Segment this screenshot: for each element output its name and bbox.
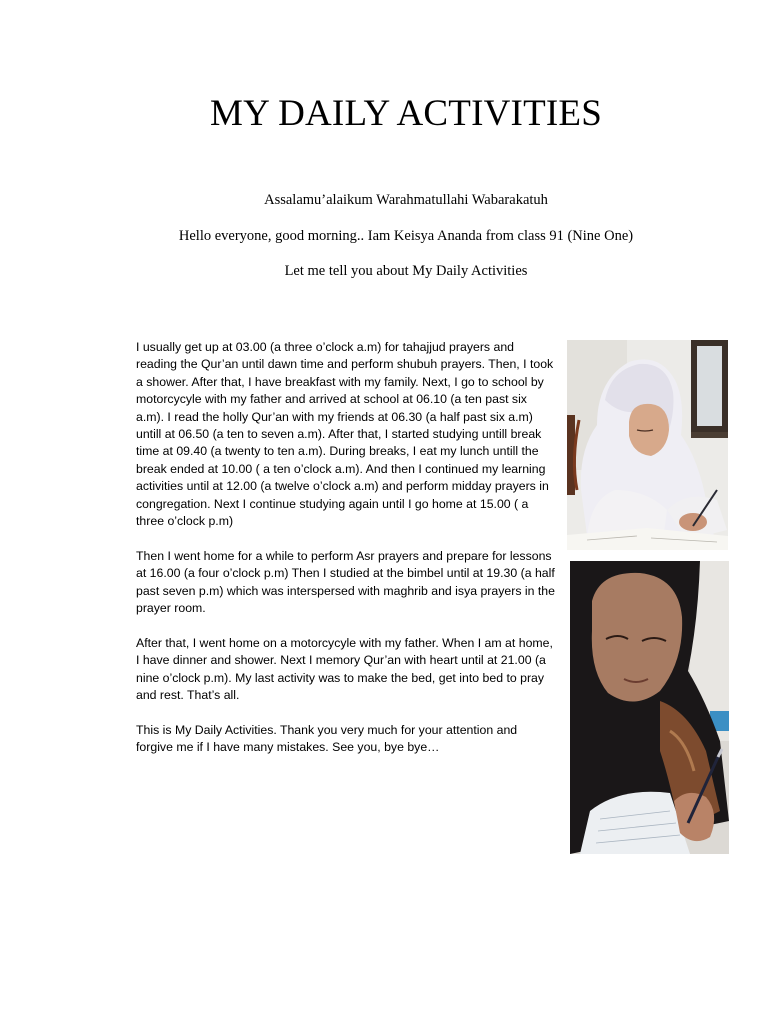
photo-student-white-hijab (567, 340, 728, 550)
lead-in-line: Let me tell you about My Daily Activities (284, 263, 528, 279)
paragraph-afternoon: Then I went home for a while to perform Asr prayers and prepare for lessons at 16.00 (a four o’clock p.m) Then I studied at the bimbel until at 19.30 (a half past seven p.m) which was interspersed with maghrib and isya prayers in the prayer room. (136, 548, 555, 616)
paragraph-closing: This is My Daily Activities. Thank you very much for your attention and forgive me if I have many mistakes. See you, bye bye… (136, 722, 518, 755)
photo-student-white-hijab-illustration (567, 340, 728, 550)
paragraph-evening: After that, I went home on a motorcycyle with my father. When I am at home, I have dinner and shower. Next I memory Qur’an with heart until at 21.00 (a nine o’clock p.m). My last activity was to make the bed, get into bed to pray and rest. That’s all. (136, 635, 553, 703)
photo-student-black-hijab-illustration (570, 561, 729, 854)
introduction-line: Hello everyone, good morning.. Iam Keisya Ananda from class 91 (Nine One) (178, 228, 634, 244)
document-title: MY DAILY ACTIVITIES (210, 93, 602, 134)
body-text (136, 339, 556, 774)
greeting-line: Assalamu’alaikum Warahmatullahi Wabarakatuh (264, 192, 548, 208)
paragraph-morning-routine: I usually get up at 03.00 (a three o’clock a.m) for tahajjud prayers and reading the Qur’an until dawn time and perform shubuh prayers. Then, I took a shower. After that, I have breakfast with my family. Next, I go to school by motorcycyle with my father and arrived at school at 06.10 (a ten past six a.m). I read the holly Qur’an with my friends at 06.30 (a half past six a.m) untill at 06.50 (a ten to seven a.m). After that, I started studying untill break time at 09.40 (a twenty to ten a.m). During breaks, I eat my lunch untill the break ended at 10.00 ( a ten o’clock a.m). And then I continued my learning activities until at 12.00 (a twelve o’clock a.m) and perform midday prayers in congregation. Next I continue studying again until I go home at 15.00 ( a three o’clock p.m) (136, 340, 554, 529)
photo-student-black-hijab (570, 561, 729, 854)
